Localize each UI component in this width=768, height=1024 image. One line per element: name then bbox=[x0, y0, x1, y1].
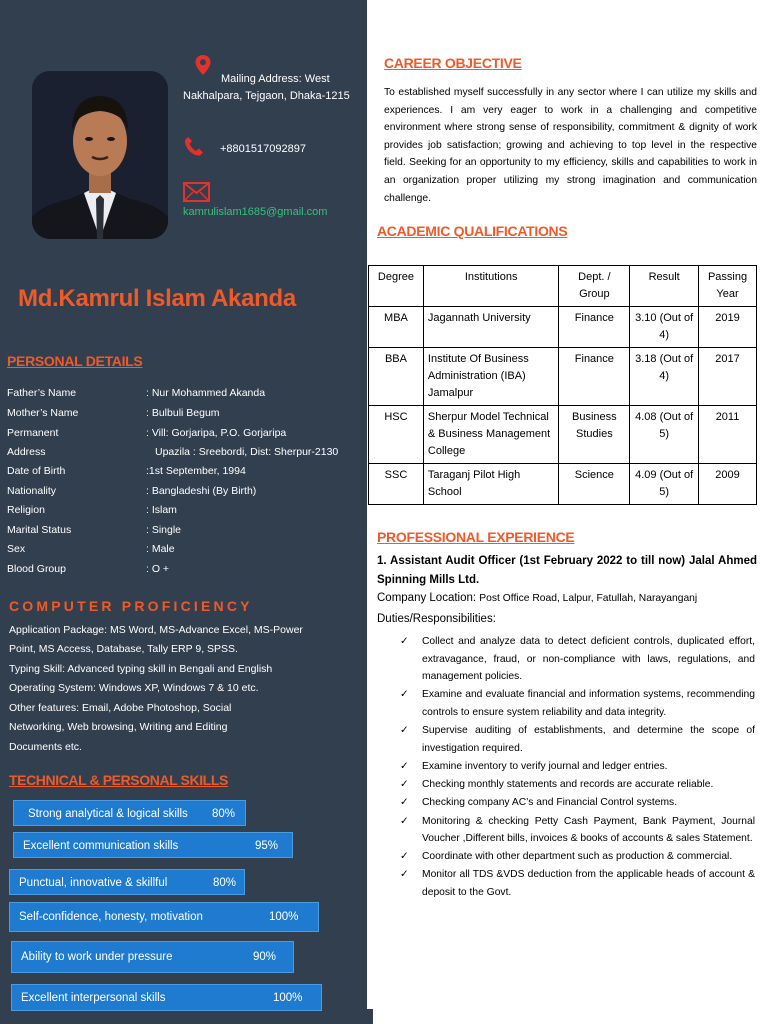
personal-value: :1st September, 1994 bbox=[146, 465, 246, 477]
personal-label: Date of Birth bbox=[7, 465, 66, 477]
table-header-row bbox=[369, 266, 757, 307]
computer-line: Point, MS Access, Database, Tally ERP 9, SPSS. bbox=[9, 643, 238, 655]
table-cell: SSC bbox=[369, 464, 424, 505]
skill-percent: 80% bbox=[212, 808, 236, 820]
personal-value: : Single bbox=[146, 524, 182, 536]
personal-value: : Islam bbox=[146, 504, 177, 516]
profile-photo-illustration bbox=[32, 71, 168, 239]
table-cell: 2011 bbox=[699, 406, 757, 464]
table-row bbox=[369, 307, 757, 348]
skill-label: Ability to work under pressure bbox=[21, 951, 173, 963]
skill-percent: 95% bbox=[255, 840, 279, 852]
personal-label: Religion bbox=[7, 504, 45, 516]
phone-number[interactable]: +8801517092897 bbox=[220, 143, 306, 155]
skill-bar bbox=[9, 869, 245, 895]
personal-value: : Vill: Gorjaripa, P.O. Gorjaripa bbox=[146, 427, 287, 439]
company-location bbox=[377, 592, 697, 604]
check-icon: ✓ bbox=[400, 815, 409, 827]
duties-list bbox=[400, 633, 755, 902]
personal-label: Address bbox=[7, 446, 46, 458]
table-header: Passing Year bbox=[699, 266, 757, 307]
computer-line: Networking, Web browsing, Writing and Editing bbox=[9, 721, 228, 733]
computer-line: Application Package: MS Word, MS-Advance Excel, MS-Power bbox=[9, 624, 303, 636]
table-cell: MBA bbox=[369, 307, 424, 348]
table-cell: Taraganj Pilot High School bbox=[423, 464, 559, 505]
personal-value: : Nur Mohammed Akanda bbox=[146, 387, 266, 399]
mailing-address: Mailing Address: West Nakhalpara, Tejgaon, Dhaka-1215 bbox=[183, 73, 350, 102]
duty-text: Supervise auditing of establishments, and determine the scope of investigation required. bbox=[422, 725, 755, 754]
academic-heading: ACADEMIC QUALIFICATIONS bbox=[377, 223, 568, 239]
computer-line: Other features: Email, Adobe Photoshop, Social bbox=[9, 702, 232, 714]
personal-label: Nationality bbox=[7, 485, 57, 497]
skill-percent: 100% bbox=[273, 992, 303, 1004]
duty-item bbox=[400, 686, 755, 721]
table-row bbox=[369, 464, 757, 505]
duty-text: Examine and evaluate financial and information systems, recommending controls to ensure system reliability and data integrity. bbox=[422, 689, 755, 718]
personal-details-heading: PERSONAL DETAILS bbox=[7, 353, 143, 369]
duty-item bbox=[400, 794, 755, 812]
check-icon: ✓ bbox=[400, 851, 409, 863]
duty-text: Coordinate with other department such as production & commercial. bbox=[422, 851, 733, 863]
personal-label: Mother’s Name bbox=[7, 407, 79, 419]
personal-value: : Bangladeshi (By Birth) bbox=[146, 485, 257, 497]
table-cell: 3.10 (Out of 4) bbox=[630, 307, 699, 348]
computer-line: Typing Skill: Advanced typing skill in Bengali and English bbox=[9, 663, 273, 675]
table-cell: 2019 bbox=[699, 307, 757, 348]
career-objective-heading: CAREER OBJECTIVE bbox=[384, 55, 522, 71]
table-cell: 3.18 (Out of 4) bbox=[630, 348, 699, 406]
skill-bar bbox=[13, 832, 293, 858]
table-cell: Jagannath University bbox=[423, 307, 559, 348]
job-title: 1. Assistant Audit Officer (1st February 2022 to till now) Jalal Ahmed Spinning Mills Ltd. bbox=[377, 555, 757, 586]
company-location-value: Post Office Road, Lalpur, Fatullah, Narayanganj bbox=[479, 593, 698, 604]
duty-text: Monitor all TDS &VDS deduction from the applicable heads of account & deposit to the Govt. bbox=[422, 869, 755, 899]
academic-table bbox=[368, 265, 757, 505]
candidate-name: Md.Kamrul Islam Akanda bbox=[18, 285, 296, 312]
duty-item bbox=[400, 758, 755, 776]
personal-label: Permanent bbox=[7, 427, 59, 439]
table-cell: 4.09 (Out of 5) bbox=[630, 464, 699, 505]
table-cell: Sherpur Model Technical & Business Management College bbox=[423, 406, 559, 464]
table-header: Degree bbox=[369, 266, 424, 307]
personal-label: Blood Group bbox=[7, 563, 66, 575]
skills-heading: TECHNICAL & PERSONAL SKILLS bbox=[9, 772, 228, 788]
check-icon: ✓ bbox=[400, 797, 409, 809]
check-icon: ✓ bbox=[400, 725, 409, 737]
duty-item bbox=[400, 848, 755, 866]
phone-icon bbox=[183, 135, 205, 157]
skill-bar bbox=[9, 902, 319, 932]
duty-text: Checking monthly statements and records are accurate reliable. bbox=[422, 779, 714, 791]
duty-item bbox=[400, 813, 755, 848]
computer-line: Documents etc. bbox=[9, 741, 82, 753]
table-cell: Finance bbox=[559, 348, 630, 406]
skill-percent: 80% bbox=[213, 877, 237, 889]
check-icon: ✓ bbox=[400, 760, 409, 772]
table-cell: 2009 bbox=[699, 464, 757, 505]
check-icon: ✓ bbox=[400, 869, 409, 881]
skill-percent: 90% bbox=[253, 951, 277, 963]
skill-bar bbox=[11, 984, 322, 1011]
table-cell: Finance bbox=[559, 307, 630, 348]
duty-text: Checking company AC’s and Financial Control systems. bbox=[422, 797, 678, 809]
duty-text: Collect and analyze data to detect deficient controls, duplicated effort, extravagance, fraud, or non-compliance with laws, regulations, and management policies. bbox=[422, 636, 755, 683]
skill-label: Punctual, innovative & skillful bbox=[19, 877, 168, 889]
table-row bbox=[369, 348, 757, 406]
duties-label: Duties/Responsibilities: bbox=[377, 613, 496, 625]
email-icon bbox=[183, 181, 211, 203]
career-objective-text: To established myself successfully in any sector where I can utilize my skills and experiences. I am very eager to work in a challenging and competitive environment where strong sense of responsibility, commitment & dignity of work provides job satisfaction; growing and achieving to top level in the respective field. Seeking for an opportunity to my efficiency, skills and capabilities to work in an organization proper utilizing my strong imagination and communication challenge. bbox=[384, 87, 757, 204]
table-cell: BBA bbox=[369, 348, 424, 406]
duty-text: Examine inventory to verify journal and ledger entries. bbox=[422, 760, 668, 772]
skill-bar bbox=[11, 941, 294, 973]
computer-proficiency-heading: COMPUTER PROFICIENCY bbox=[9, 598, 253, 614]
skill-label: Excellent interpersonal skills bbox=[21, 992, 166, 1004]
personal-value: Upazila : Sreebordi, Dist: Sherpur-2130 bbox=[155, 446, 339, 458]
table-row bbox=[369, 406, 757, 464]
table-cell: Institute Of Business Administration (IBA) Jamalpur bbox=[423, 348, 559, 406]
email-address[interactable]: kamrulislam1685@gmail.com bbox=[183, 206, 328, 218]
table-header: Institutions bbox=[423, 266, 559, 307]
table-header: Dept. / Group bbox=[559, 266, 630, 307]
personal-value: : Bulbuli Begum bbox=[146, 407, 220, 419]
check-icon: ✓ bbox=[400, 689, 409, 701]
duty-item bbox=[400, 722, 755, 757]
check-icon: ✓ bbox=[400, 779, 409, 791]
duty-item bbox=[400, 776, 755, 794]
skill-label: Excellent communication skills bbox=[23, 840, 179, 852]
personal-value: : O + bbox=[146, 563, 170, 575]
table-cell: Business Studies bbox=[559, 406, 630, 464]
table-cell: 2017 bbox=[699, 348, 757, 406]
skill-label: Strong analytical & logical skills bbox=[28, 808, 188, 820]
check-icon: ✓ bbox=[400, 636, 409, 647]
table-cell: 4.08 (Out of 5) bbox=[630, 406, 699, 464]
duty-item bbox=[400, 633, 755, 686]
skill-label: Self-confidence, honesty, motivation bbox=[19, 911, 203, 923]
skill-bar bbox=[13, 800, 246, 826]
table-cell: HSC bbox=[369, 406, 424, 464]
skill-percent: 100% bbox=[269, 911, 299, 923]
personal-label: Father’s Name bbox=[7, 387, 77, 399]
personal-label: Sex bbox=[7, 543, 26, 555]
table-cell: Science bbox=[559, 464, 630, 505]
personal-value: : Male bbox=[146, 543, 175, 555]
table-header: Result bbox=[630, 266, 699, 307]
sidebar-strip bbox=[367, 1009, 373, 1024]
personal-label: Marital Status bbox=[7, 524, 72, 536]
company-location-label: Company Location: bbox=[377, 592, 477, 604]
computer-line: Operating System: Windows XP, Windows 7 & 10 etc. bbox=[9, 682, 259, 694]
experience-heading: PROFESSIONAL EXPERIENCE bbox=[377, 529, 575, 545]
duty-item bbox=[400, 866, 755, 901]
profile-photo bbox=[32, 71, 168, 239]
duty-text: Monitoring & checking Petty Cash Payment, Bank Payment, Journal Voucher ,Different bills, invoices & books of accounts & sales Statement. bbox=[422, 815, 755, 845]
